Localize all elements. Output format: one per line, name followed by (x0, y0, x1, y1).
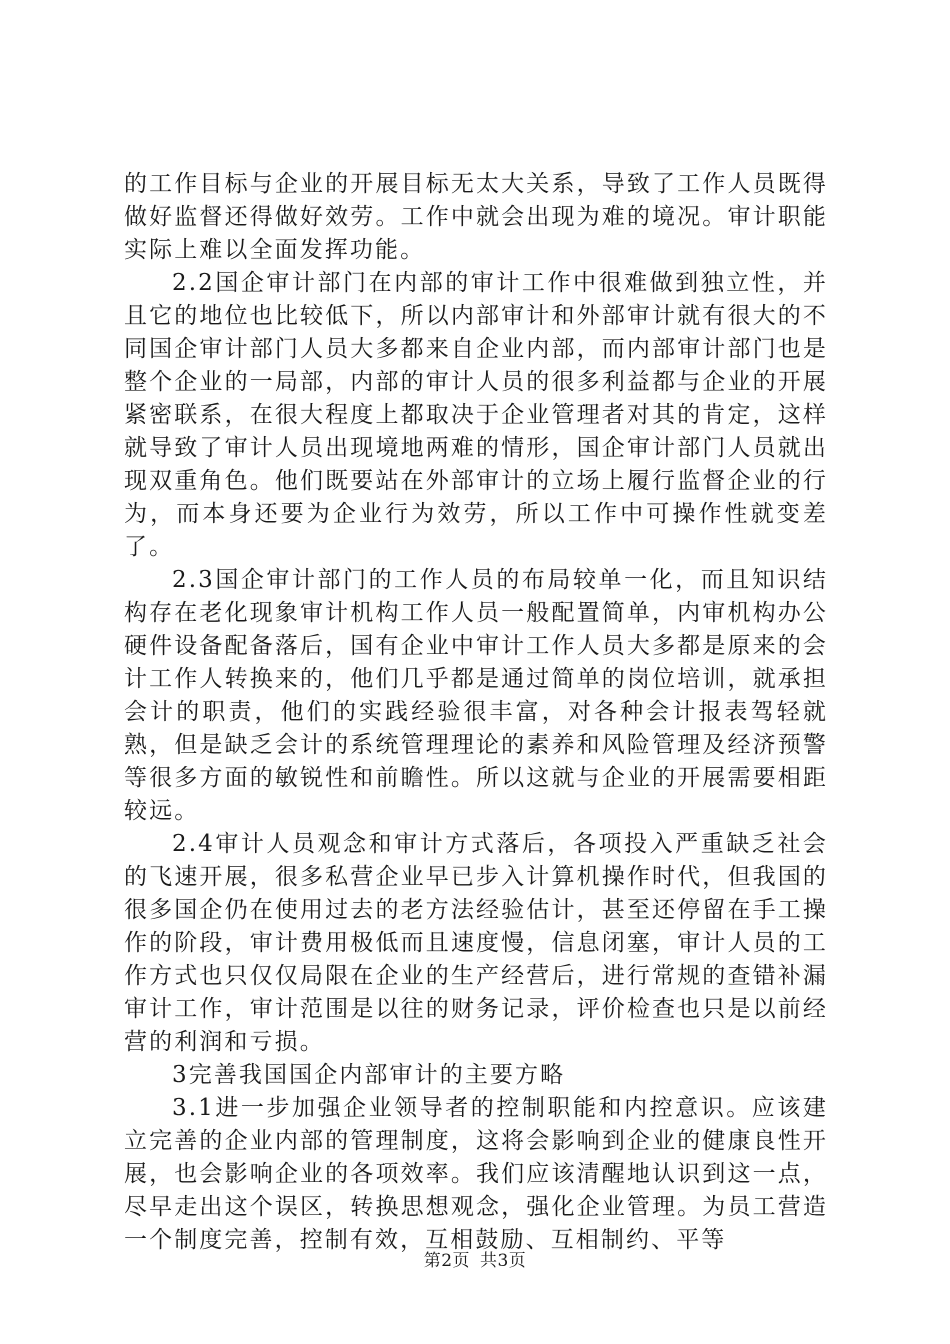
page-total: 共3页 (479, 1251, 527, 1271)
paragraph-3: 2.3国企审计部门的工作人员的布局较单一化，而且知识结构存在老化现象审计机构工作人员一般配置简单，内审机构办公硬件设备配备落后，国有企业中审计工作人员大多都是原来的会计工作人转换来的，他们几乎都是通过简单的岗位培训，就承担会计的职责，他们的实践经验很丰富，对各种会计报表驾轻就熟，但是缺乏会计的系统管理理论的素养和风险管理及经济预警等很多方面的敏锐性和前瞻性。所以这就与企业的开展需要相距较远。 (124, 567, 828, 824)
section-heading: 3完善我国国企内部审计的主要方略 (172, 1062, 566, 1088)
paragraph-2: 2.2国企审计部门在内部的审计工作中很难做到独立性，并且它的地位也比较低下，所以内部审计和外部审计就有很大的不同国企审计部门人员大多都来自企业内部，而内部审计部门也是整个企业的一局部，内部的审计人员的很多利益都与企业的开展紧密联系，在很大程度上都取决于企业管理者对其的肯定，这样就导致了审计人员出现境地两难的情形，国企审计部门人员就出现双重角色。他们既要站在外部审计的立场上履行监督企业的行为，而本身还要为企业行为效劳，所以工作中可操作性就变差了。 (124, 270, 828, 560)
paragraph-4: 2.4审计人员观念和审计方式落后，各项投入严重缺乏社会的飞速开展，很多私营企业早已步入计算机操作时代，但我国的很多国企仍在使用过去的老方法经验估计，甚至还停留在手工操作的阶段，审计费用极低而且速度慢，信息闭塞，审计人员的工作方式也只仅仅局限在企业的生产经营后，进行常规的查错补漏审计工作，审计范围是以往的财务记录，评价检查也只是以前经营的利润和亏损。 (124, 831, 828, 1055)
page-footer (0, 1246, 950, 1271)
document-body (124, 168, 828, 1257)
paragraph-1: 的工作目标与企业的开展目标无太大关系，导致了工作人员既得做好监督还得做好效劳。工作中就会出现为难的境况。审计职能实际上难以全面发挥功能。 (124, 171, 828, 263)
paragraph-5: 3.1进一步加强企业领导者的控制职能和内控意识。应该建立完善的企业内部的管理制度，这将会影响到企业的健康良性开展，也会影响企业的各项效率。我们应该清醒地认识到这一点，尽早走出这个误区，转换思想观念，强化企业管理。为员工营造一个制度完善，控制有效，互相鼓励、互相制约、平等 (124, 1095, 828, 1253)
page-number: 第2页 (423, 1251, 471, 1271)
